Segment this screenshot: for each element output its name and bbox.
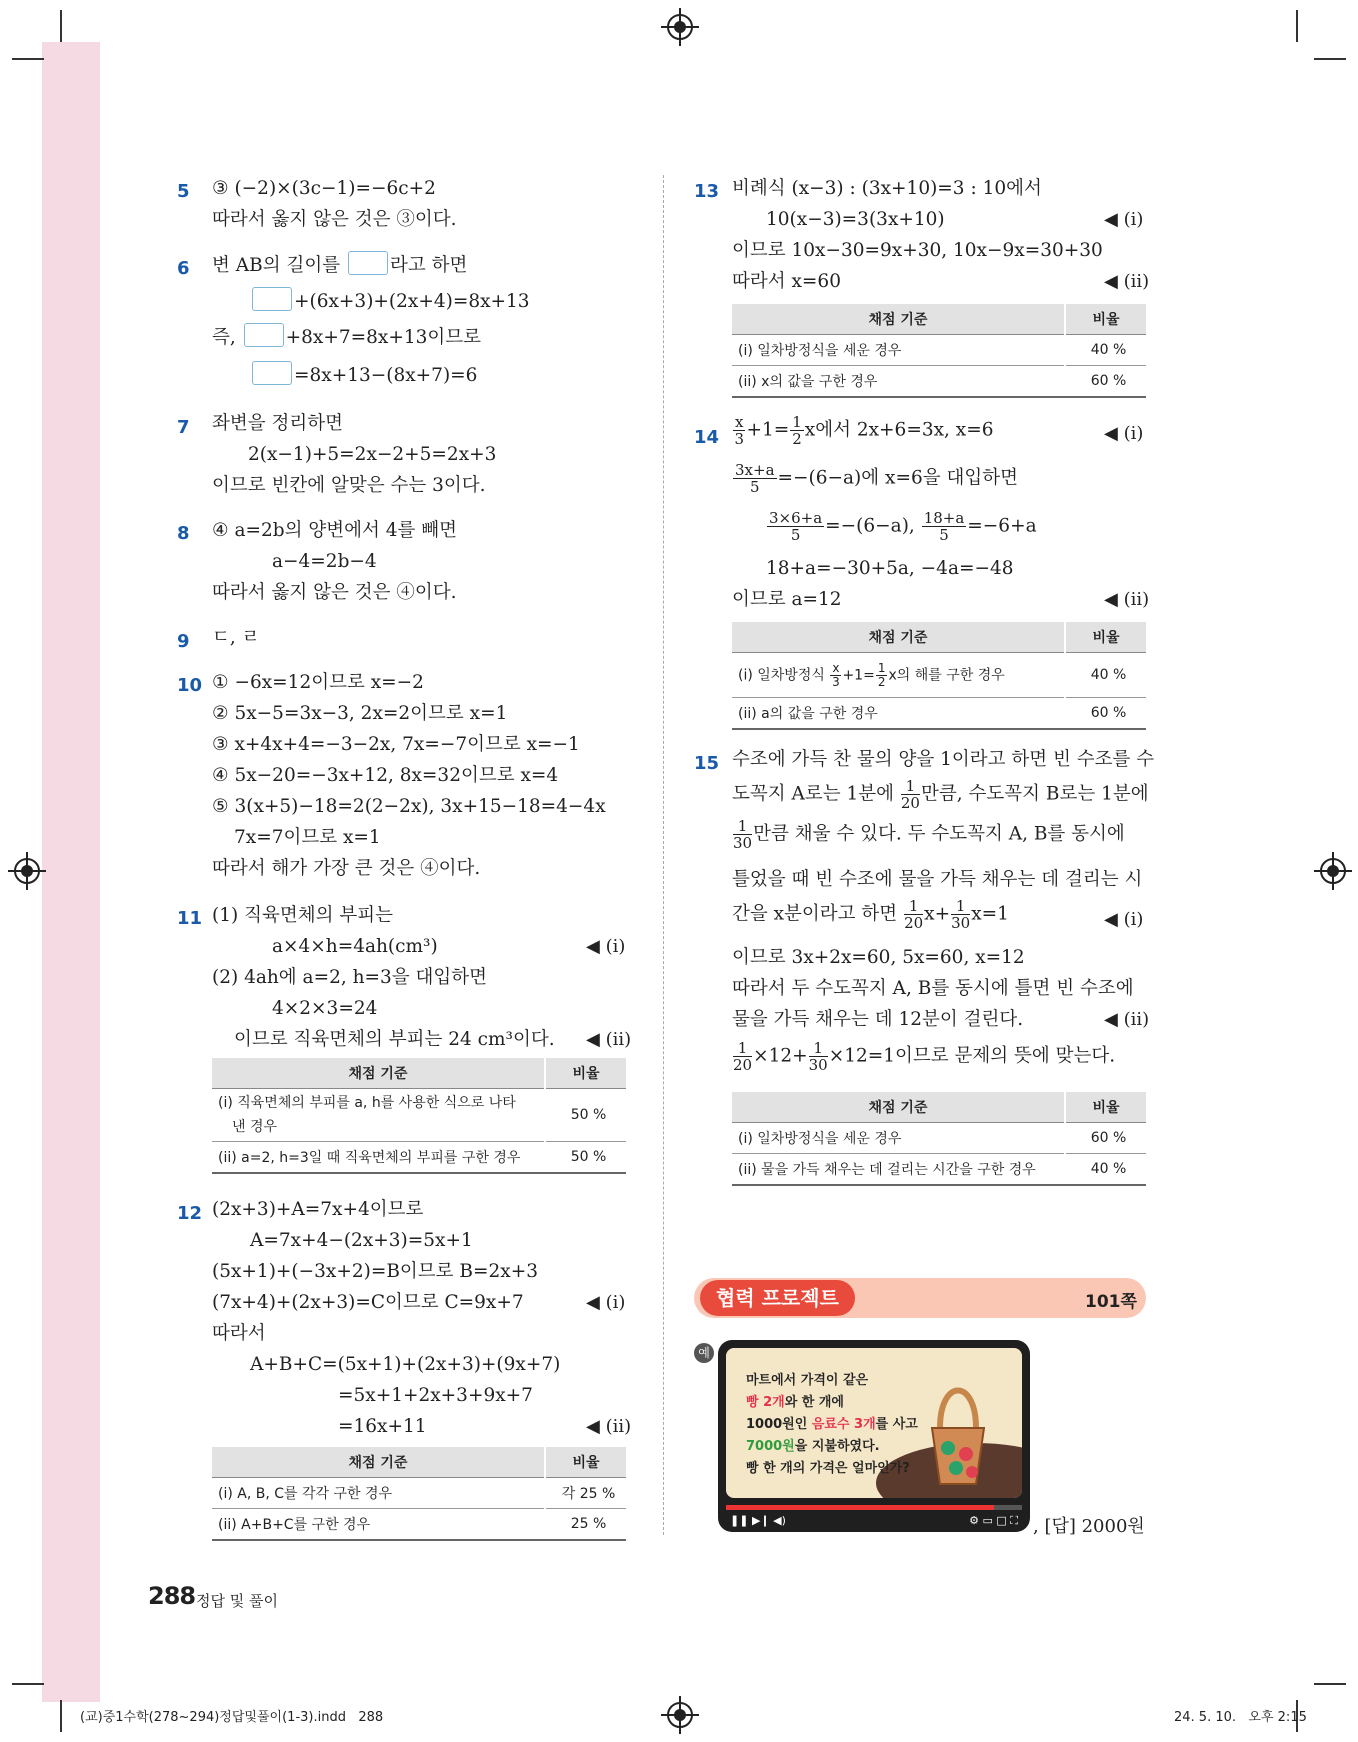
solution-line: 4×2×3=24 bbox=[272, 998, 378, 1019]
table-header: 채점 기준 bbox=[212, 1058, 545, 1089]
page-section-label: 정답 및 풀이 bbox=[196, 1592, 278, 1610]
text: =−(6−a)에 x=6을 대입하면 bbox=[777, 467, 1018, 489]
solution-line: ③ x+4x+4=−3−2x, 7x=−7이므로 x=−1 bbox=[212, 734, 580, 755]
table-cell: 60 % bbox=[1065, 1123, 1146, 1154]
video-progress-bar[interactable] bbox=[726, 1505, 1022, 1510]
table-cell: (ii) A+B+C를 구한 경우 bbox=[212, 1509, 545, 1541]
problem-number: 12 bbox=[177, 1203, 203, 1224]
numerator: 1 bbox=[877, 660, 886, 675]
solution-line: 이므로 10x−30=9x+30, 10x−9x=30+30 bbox=[732, 240, 1103, 261]
denominator: 20 bbox=[900, 794, 920, 812]
numerator: 1 bbox=[904, 898, 923, 915]
solution-line bbox=[732, 414, 994, 447]
table-cell: (i) 일차방정식을 세운 경우 bbox=[732, 335, 1065, 366]
solution-line: ① −6x=12이므로 x=−2 bbox=[212, 672, 424, 693]
table-row bbox=[732, 698, 1146, 730]
step-marker: ◀ (i) bbox=[1104, 423, 1144, 444]
table-cell: (i) A, B, C를 각각 구한 경우 bbox=[212, 1478, 545, 1509]
project-title: 협력 프로젝트 bbox=[700, 1280, 855, 1316]
table-row bbox=[732, 366, 1146, 398]
crop-mark bbox=[60, 10, 62, 42]
step-marker: ◀ (ii) bbox=[1104, 271, 1150, 292]
text: 를 사고 bbox=[875, 1417, 918, 1432]
crop-mark bbox=[1314, 1683, 1346, 1685]
caption-line bbox=[746, 1414, 918, 1436]
fraction bbox=[767, 510, 824, 543]
captions-icon[interactable]: ▭ bbox=[982, 1514, 993, 1527]
text: +1= bbox=[842, 667, 875, 683]
solution-line bbox=[732, 818, 1125, 851]
scoring-table bbox=[732, 1092, 1146, 1186]
crop-mark bbox=[60, 1700, 62, 1732]
table-cell: (ii) x의 값을 구한 경우 bbox=[732, 366, 1065, 398]
solution-line: (2) 4ah에 a=2, h=3을 대입하면 bbox=[212, 967, 488, 988]
numerator: 1 bbox=[809, 1040, 828, 1057]
scoring-table bbox=[732, 304, 1146, 398]
text: x의 해를 구한 경우 bbox=[888, 667, 1005, 683]
table-cell: 50 % bbox=[545, 1089, 626, 1142]
scoring-table bbox=[732, 622, 1146, 730]
video-caption bbox=[746, 1370, 918, 1480]
text: x+ bbox=[924, 903, 951, 925]
text: =−6+a bbox=[967, 515, 1037, 537]
fraction bbox=[733, 818, 752, 851]
text: 간을 x분이라고 하면 bbox=[732, 903, 898, 925]
table-cell: (ii) a=2, h=3일 때 직육면체의 부피를 구한 경우 bbox=[212, 1142, 545, 1174]
text: +8x+7=8x+13이므로 bbox=[285, 327, 481, 348]
table-cell: (ii) 물을 가득 채우는 데 걸리는 시간을 구한 경우 bbox=[732, 1154, 1065, 1186]
solution-line: ④ a=2b의 양변에서 4를 빼면 bbox=[212, 520, 457, 541]
step-marker: ◀ (ii) bbox=[586, 1029, 632, 1050]
text: x에서 2x+6=3x, x=6 bbox=[804, 419, 994, 441]
numerator: 1 bbox=[951, 898, 970, 915]
text: 즉, bbox=[212, 327, 236, 348]
denominator: 2 bbox=[792, 430, 802, 448]
problem-number: 7 bbox=[177, 417, 190, 438]
print-timestamp: 24. 5. 10. 오후 2:15 bbox=[1174, 1710, 1307, 1725]
video-play-controls[interactable] bbox=[730, 1514, 786, 1527]
solution-line bbox=[732, 462, 1018, 495]
denominator: 30 bbox=[733, 834, 753, 852]
table-row bbox=[212, 1142, 626, 1174]
registration-mark-icon bbox=[667, 1702, 693, 1728]
text: +(6x+3)+(2x+4)=8x+13 bbox=[294, 291, 530, 312]
solution-line bbox=[212, 250, 467, 281]
problem-number: 13 bbox=[694, 181, 720, 202]
solution-line: (1) 직육면체의 부피는 bbox=[212, 905, 393, 926]
problem-number: 10 bbox=[177, 675, 203, 696]
step-marker: ◀ (i) bbox=[1104, 909, 1144, 930]
table-header: 채점 기준 bbox=[732, 1092, 1065, 1123]
text: (i) 일차방정식 bbox=[738, 667, 825, 683]
fraction bbox=[876, 662, 888, 689]
step-marker: ◀ (i) bbox=[586, 936, 626, 957]
step-marker: ◀ (i) bbox=[586, 1292, 626, 1313]
fraction bbox=[830, 662, 841, 689]
solution-line: 이므로 빈칸에 알맞은 수는 3이다. bbox=[212, 475, 486, 496]
solution-line: ⑤ 3(x+5)−18=2(2−2x), 3x+15−18=4−4x bbox=[212, 796, 606, 817]
file-info: (교)중1수학(278~294)정답및풀이(1-3).indd 288 bbox=[80, 1710, 384, 1725]
solution-line: 10(x−3)=3(3x+10) bbox=[766, 209, 945, 230]
solution-line: 물을 가득 채우는 데 12분이 걸린다. bbox=[732, 1009, 1024, 1030]
step-marker: ◀ (ii) bbox=[1104, 1009, 1150, 1030]
fraction bbox=[904, 898, 923, 931]
blank-box bbox=[252, 361, 292, 385]
text: 만큼, 수도꼭지 B로는 1분에 bbox=[920, 783, 1149, 805]
solution-line: 따라서 옳지 않은 것은 ④이다. bbox=[212, 582, 457, 603]
denominator: 5 bbox=[790, 526, 801, 544]
solution-line: 2(x−1)+5=2x−2+5=2x+3 bbox=[248, 444, 497, 465]
video-progress-fill bbox=[726, 1505, 994, 1510]
fullscreen-icon[interactable]: ⛶ bbox=[1010, 1514, 1018, 1527]
problem-number: 11 bbox=[177, 908, 203, 929]
solution-line: 따라서 해가 가장 큰 것은 ④이다. bbox=[212, 858, 481, 879]
page-number: 288 bbox=[148, 1582, 196, 1610]
solution-line bbox=[732, 898, 1009, 931]
numerator: 3x+a bbox=[735, 461, 775, 479]
denominator: 20 bbox=[904, 914, 924, 932]
table-header: 비율 bbox=[545, 1447, 626, 1478]
text: 을 지불하였다. bbox=[794, 1439, 880, 1454]
denominator: 5 bbox=[749, 478, 760, 496]
crop-mark bbox=[1296, 10, 1298, 42]
solution-line: ㄷ, ㄹ bbox=[212, 627, 260, 648]
table-header: 채점 기준 bbox=[212, 1447, 545, 1478]
table-cell: 60 % bbox=[1065, 698, 1146, 730]
numerator: 3×6+a bbox=[769, 509, 823, 527]
fraction bbox=[790, 414, 804, 447]
video-screen bbox=[726, 1348, 1022, 1498]
table-row bbox=[212, 1478, 626, 1509]
denominator: 30 bbox=[951, 914, 971, 932]
solution-line: ④ 5x−20=−3x+12, 8x=32이므로 x=4 bbox=[212, 765, 559, 786]
table-row bbox=[732, 653, 1146, 698]
solution-line: (7x+4)+(2x+3)=C이므로 C=9x+7 bbox=[212, 1292, 524, 1313]
numerator: x bbox=[735, 413, 744, 431]
solution-line bbox=[250, 360, 477, 391]
solution-line: A=7x+4−(2x+3)=5x+1 bbox=[250, 1230, 473, 1251]
pause-icon[interactable]: ❚❚ bbox=[730, 1514, 749, 1527]
text: (i) 직육면체의 부피를 a, h를 사용한 식으로 나타 bbox=[218, 1095, 516, 1111]
video-thumbnail[interactable] bbox=[718, 1340, 1030, 1532]
text: +1= bbox=[746, 419, 790, 441]
text: 만큼 채울 수 있다. 두 수도꼭지 A, B를 동시에 bbox=[753, 823, 1125, 845]
crop-mark bbox=[1314, 58, 1346, 60]
step-marker: ◀ (i) bbox=[1104, 209, 1144, 230]
solution-line: 이므로 직육면체의 부피는 24 cm³이다. bbox=[234, 1029, 555, 1050]
denominator: 3 bbox=[734, 430, 744, 448]
solution-line: 따라서 두 수도꼭지 A, B를 동시에 틀면 빈 수조에 bbox=[732, 978, 1134, 999]
numerator: 1 bbox=[733, 1040, 752, 1057]
table-cell bbox=[732, 653, 1065, 698]
registration-mark-icon bbox=[667, 14, 693, 40]
table-cell: 40 % bbox=[1065, 335, 1146, 366]
blank-box bbox=[244, 323, 284, 347]
table-header: 비율 bbox=[1065, 622, 1146, 653]
text: x=1 bbox=[971, 903, 1009, 925]
video-settings-controls[interactable] bbox=[969, 1514, 1018, 1528]
margin-color-bar bbox=[42, 42, 100, 1702]
text: 1000원인 bbox=[746, 1417, 812, 1432]
numerator: x bbox=[832, 660, 840, 675]
table-row bbox=[732, 1123, 1146, 1154]
solution-line: 따라서 x=60 bbox=[732, 271, 841, 292]
table-row bbox=[212, 1509, 626, 1541]
table-cell: 60 % bbox=[1065, 366, 1146, 398]
next-icon[interactable]: ▶❙ bbox=[751, 1514, 770, 1527]
solution-line: 이므로 a=12 bbox=[732, 589, 842, 610]
step-marker: ◀ (ii) bbox=[1104, 589, 1150, 610]
problem-number: 15 bbox=[694, 753, 720, 774]
text: 도꼭지 A로는 1분에 bbox=[732, 783, 894, 805]
registration-mark-icon bbox=[14, 858, 40, 884]
table-cell: 25 % bbox=[545, 1509, 626, 1541]
table-cell: 40 % bbox=[1065, 1154, 1146, 1186]
text: 와 한 개에 bbox=[784, 1395, 844, 1410]
text: 빵 2개 bbox=[746, 1395, 785, 1410]
table-header: 비율 bbox=[1065, 1092, 1146, 1123]
fraction bbox=[733, 414, 745, 447]
solution-line: 틀었을 때 빈 수조에 물을 가득 채우는 데 걸리는 시 bbox=[732, 869, 1143, 890]
fraction bbox=[951, 898, 970, 931]
registration-mark-icon bbox=[1320, 858, 1346, 884]
text: 7000원 bbox=[746, 1439, 795, 1454]
fraction bbox=[922, 510, 967, 543]
table-cell: (i) 일차방정식을 세운 경우 bbox=[732, 1123, 1065, 1154]
caption-line bbox=[746, 1436, 918, 1458]
table-cell: 40 % bbox=[1065, 653, 1146, 698]
text: ×12=1이므로 문제의 뜻에 맞는다. bbox=[828, 1045, 1116, 1067]
denominator: 3 bbox=[832, 674, 840, 689]
denominator: 5 bbox=[939, 526, 949, 544]
solution-line: ② 5x−5=3x−3, 2x=2이므로 x=1 bbox=[212, 703, 508, 724]
text: 변 AB의 길이를 bbox=[212, 255, 341, 276]
denominator: 20 bbox=[733, 1056, 753, 1074]
text: =8x+13−(8x+7)=6 bbox=[294, 365, 478, 386]
denominator: 2 bbox=[877, 674, 886, 689]
solution-line: 이므로 3x+2x=60, 5x=60, x=12 bbox=[732, 947, 1025, 968]
caption-line: 마트에서 가격이 같은 bbox=[746, 1373, 869, 1388]
table-cell: 각 25 % bbox=[545, 1478, 626, 1509]
table-cell bbox=[212, 1089, 545, 1142]
numerator: 1 bbox=[792, 413, 802, 431]
table-cell: (ii) a의 값을 구한 경우 bbox=[732, 698, 1065, 730]
text: 라고 하면 bbox=[389, 255, 468, 276]
project-page-ref: 101쪽 bbox=[1085, 1292, 1137, 1312]
solution-line: a×4×h=4ah(cm³) bbox=[272, 936, 438, 957]
numerator: 1 bbox=[733, 818, 752, 835]
volume-icon[interactable]: ◀) bbox=[773, 1514, 786, 1527]
column-divider bbox=[663, 175, 664, 1535]
table-row bbox=[212, 1089, 626, 1142]
solution-line: A+B+C=(5x+1)+(2x+3)+(9x+7) bbox=[250, 1354, 561, 1375]
solution-line bbox=[212, 322, 481, 353]
theater-icon[interactable]: □ bbox=[996, 1514, 1007, 1527]
solution-line bbox=[732, 1040, 1115, 1073]
denominator: 30 bbox=[808, 1056, 828, 1074]
solution-line: 비례식 (x−3) : (3x+10)=3 : 10에서 bbox=[732, 178, 1042, 199]
solution-line: =5x+1+2x+3+9x+7 bbox=[338, 1385, 533, 1406]
caption-line: 빵 한 개의 가격은 얼마인가? bbox=[746, 1461, 910, 1476]
fraction bbox=[733, 1040, 752, 1073]
solution-line: =16x+11 bbox=[338, 1416, 427, 1437]
solution-line: (2x+3)+A=7x+4이므로 bbox=[212, 1199, 424, 1220]
solution-line bbox=[732, 778, 1149, 811]
solution-line: 따라서 옳지 않은 것은 ③이다. bbox=[212, 209, 457, 230]
table-row bbox=[732, 335, 1146, 366]
solution-line: a−4=2b−4 bbox=[272, 551, 377, 572]
numerator: 1 bbox=[901, 778, 920, 795]
problem-number: 14 bbox=[694, 427, 720, 448]
table-header: 채점 기준 bbox=[732, 622, 1065, 653]
crop-mark bbox=[12, 1683, 44, 1685]
step-marker: ◀ (ii) bbox=[586, 1416, 632, 1437]
table-header: 비율 bbox=[545, 1058, 626, 1089]
solution-line: 수조에 가득 찬 물의 양을 1이라고 하면 빈 수조를 수 bbox=[732, 749, 1155, 770]
text: ×12+ bbox=[753, 1045, 808, 1067]
problem-number: 9 bbox=[177, 631, 190, 652]
solution-line: 7x=7이므로 x=1 bbox=[234, 827, 381, 848]
scoring-table bbox=[212, 1058, 626, 1174]
problem-number: 6 bbox=[177, 258, 190, 279]
answer-text: , [답] 2000원 bbox=[1033, 1516, 1145, 1537]
problem-number: 8 bbox=[177, 523, 190, 544]
fraction bbox=[733, 462, 777, 495]
gear-icon[interactable]: ⚙ bbox=[969, 1514, 979, 1527]
example-badge: 예 bbox=[694, 1343, 714, 1363]
blank-box bbox=[252, 287, 292, 311]
text: 낸 경우 bbox=[232, 1119, 278, 1135]
fraction bbox=[809, 1040, 828, 1073]
caption-line bbox=[746, 1392, 918, 1414]
numerator: 18+a bbox=[923, 509, 965, 527]
crop-mark bbox=[12, 58, 44, 60]
solution-line: 좌변을 정리하면 bbox=[212, 413, 343, 434]
solution-line bbox=[766, 510, 1037, 543]
text: =−(6−a), bbox=[825, 515, 915, 537]
scoring-table bbox=[212, 1447, 626, 1541]
solution-line: ③ (−2)×(3c−1)=−6c+2 bbox=[212, 178, 436, 199]
problem-number: 5 bbox=[177, 181, 190, 202]
table-header: 비율 bbox=[1065, 304, 1146, 335]
text: 음료수 3개 bbox=[811, 1417, 876, 1432]
bread-basket-icon bbox=[926, 1368, 990, 1488]
blank-box bbox=[348, 251, 388, 275]
table-row bbox=[732, 1154, 1146, 1186]
solution-line: 따라서 bbox=[212, 1323, 266, 1344]
solution-line bbox=[250, 286, 530, 317]
solution-line: 18+a=−30+5a, −4a=−48 bbox=[766, 558, 1014, 579]
fraction bbox=[901, 778, 920, 811]
solution-line: (5x+1)+(−3x+2)=B이므로 B=2x+3 bbox=[212, 1261, 538, 1282]
table-cell: 50 % bbox=[545, 1142, 626, 1174]
table-header: 채점 기준 bbox=[732, 304, 1065, 335]
